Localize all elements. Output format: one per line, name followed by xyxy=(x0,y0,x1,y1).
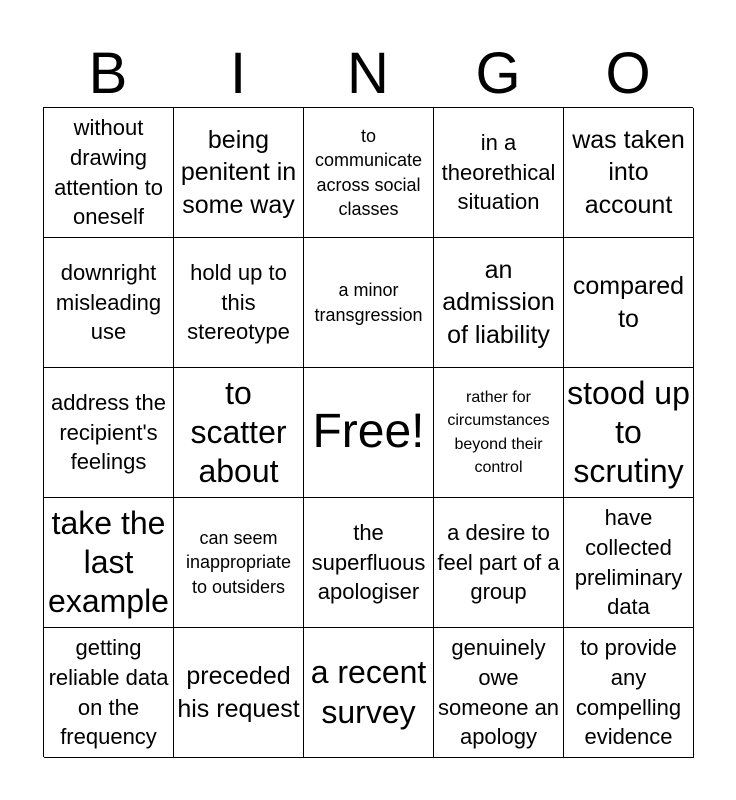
bingo-cell[interactable] xyxy=(304,628,434,758)
bingo-cell[interactable] xyxy=(174,498,304,628)
cell-text: an admission of liability xyxy=(442,255,555,349)
bingo-cell[interactable] xyxy=(434,498,564,628)
cell-text: address the recipient's feelings xyxy=(51,389,166,475)
header-letter-o: O xyxy=(605,41,651,106)
cell-text: the superfluous apologiser xyxy=(311,519,426,605)
cell-text: preceded his request xyxy=(177,662,300,723)
cell-text: can seem inappropriate to outsiders xyxy=(185,528,292,597)
header-letter-n: N xyxy=(347,41,389,106)
bingo-cell[interactable] xyxy=(174,238,304,368)
bingo-cell[interactable] xyxy=(44,108,174,238)
cell-text: genuinely owe someone an apology xyxy=(437,635,560,750)
header-letter-b: B xyxy=(88,41,128,106)
bingo-cell[interactable] xyxy=(564,628,694,758)
bingo-board xyxy=(43,107,693,757)
bingo-cell[interactable] xyxy=(564,238,694,368)
cell-text: being penitent in some way xyxy=(180,125,297,219)
bingo-cell[interactable] xyxy=(44,498,174,628)
cell-text: downright misleading use xyxy=(55,259,162,345)
cell-text: in a theorethical situation xyxy=(441,129,556,215)
cell-text: compared to xyxy=(572,272,685,333)
cell-text: to scatter about xyxy=(190,374,287,490)
cell-text: getting reliable data on the frequency xyxy=(48,635,169,750)
bingo-cell-free[interactable] xyxy=(304,368,434,498)
bingo-cell[interactable] xyxy=(174,108,304,238)
cell-text: take the last example xyxy=(48,504,169,620)
cell-text: without drawing attention to oneself xyxy=(54,115,163,230)
cell-text: have collected preliminary data xyxy=(574,505,683,620)
bingo-cell[interactable] xyxy=(564,498,694,628)
bingo-cell[interactable] xyxy=(44,628,174,758)
bingo-cell[interactable] xyxy=(44,368,174,498)
cell-text: a minor transgression xyxy=(314,280,423,325)
bingo-cell[interactable] xyxy=(434,238,564,368)
cell-text: a desire to feel part of a group xyxy=(437,519,560,605)
bingo-header xyxy=(43,40,693,108)
cell-text: hold up to this stereotype xyxy=(187,259,290,345)
bingo-cell[interactable] xyxy=(304,108,434,238)
bingo-cell[interactable] xyxy=(304,238,434,368)
bingo-cell[interactable] xyxy=(564,108,694,238)
bingo-cell[interactable] xyxy=(434,108,564,238)
header-letter-i: I xyxy=(229,41,247,106)
bingo-cell[interactable] xyxy=(434,368,564,498)
bingo-cell[interactable] xyxy=(44,238,174,368)
bingo-cell[interactable] xyxy=(434,628,564,758)
bingo-cell[interactable] xyxy=(174,628,304,758)
cell-text: stood up to scrutiny xyxy=(567,374,690,490)
bingo-cell[interactable] xyxy=(174,368,304,498)
bingo-cell[interactable] xyxy=(304,498,434,628)
cell-text: to provide any compelling evidence xyxy=(575,635,682,750)
cell-text: a recent survey xyxy=(310,654,427,730)
cell-text: to communicate across social classes xyxy=(314,125,423,219)
header-letter-g: G xyxy=(475,41,521,106)
cell-text: rather for circumstances beyond their control xyxy=(447,389,550,476)
free-space-label: Free! xyxy=(312,405,425,459)
cell-text: was taken into account xyxy=(572,125,685,219)
bingo-cell[interactable] xyxy=(564,368,694,498)
